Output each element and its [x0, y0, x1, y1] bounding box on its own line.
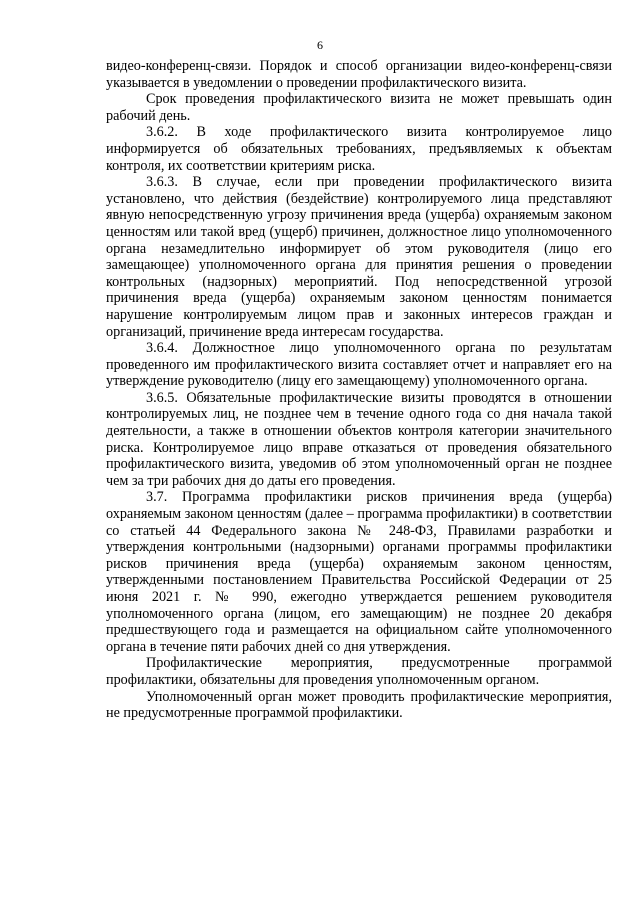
paragraph-mandatory-measures: Профилактические мероприятия, предусмотренные программой профилактики, обязательны для проведения уполномоченным органом.	[106, 655, 612, 688]
paragraph-visit-duration: Срок проведения профилактического визита не может превышать один рабочий день.	[106, 91, 612, 124]
paragraph-videoconference-continuation: видео-конференц-связи. Порядок и способ организации видео-конференц-связи указывается в уведомлении о проведении профилактического визита.	[106, 58, 612, 91]
paragraph-3-6-5: 3.6.5. Обязательные профилактические визиты проводятся в отношении контролируемых лиц, не позднее чем в течение одного года со дня начала такой деятельности, а также в отношении объектов контроля категории значительного риска. Контролируемое лицо вправе отказаться от проведения обязательного профилактического визита, уведомив об этом уполномоченный орган не позднее чем за три рабочих дня до даты его проведения.	[106, 389, 612, 489]
paragraph-3-6-2: 3.6.2. В ходе профилактического визита контролируемое лицо информируется об обязательных требованиях, предъявляемых к объектам контроля, их соответствии критериям риска.	[106, 124, 612, 174]
paragraph-3-6-4: 3.6.4. Должностное лицо уполномоченного органа по результатам проведенного им профилактического визита составляет отчет и направляет его на утверждение руководителю (лицу его замещающему) уполномоченного органа.	[106, 340, 612, 390]
paragraph-3-7: 3.7. Программа профилактики рисков причинения вреда (ущерба) охраняемым законом ценностям (далее – программа профилактики) в соответствии со статьей 44 Федерального закона № 248-ФЗ, Правилами разработки и утверждения контрольными (надзорными) органами программы профилактики рисков причинения вреда (ущерба) охраняемым законом ценностям, утвержденными постановлением Правительства Российской Федерации от 25 июня 2021 г. № 990, ежегодно утверждается решением руководителя уполномоченного органа (лицом, его замещающим) не позднее 20 декабря предшествующего года и размещается на официальном сайте уполномоченного органа в течение пяти рабочих дней со дня утверждения.	[106, 489, 612, 655]
paragraph-optional-measures: Уполномоченный орган может проводить профилактические мероприятия, не предусмотренные программой профилактики.	[106, 688, 612, 722]
document-body	[106, 58, 612, 722]
page-number: 6	[317, 38, 323, 52]
paragraph-3-6-3: 3.6.3. В случае, если при проведении профилактического визита установлено, что действия (бездействие) контролируемого лица представляют явную непосредственную угрозу причинения вреда (ущерба) охраняемым законом ценностям или такой вред (ущерб) причинен, должностное лицо уполномоченного органа незамедлительно информирует об этом руководителя (лицо его замещающее) уполномоченного органа для принятия решения о проведении контрольных (надзорных) мероприятий. Под непосредственной угрозой причинения вреда (ущерба) охраняемым законом ценностям понимается нарушение контролируемым лицом прав и законных интересов граждан и организаций, причинение вреда интересам государства.	[106, 174, 612, 340]
